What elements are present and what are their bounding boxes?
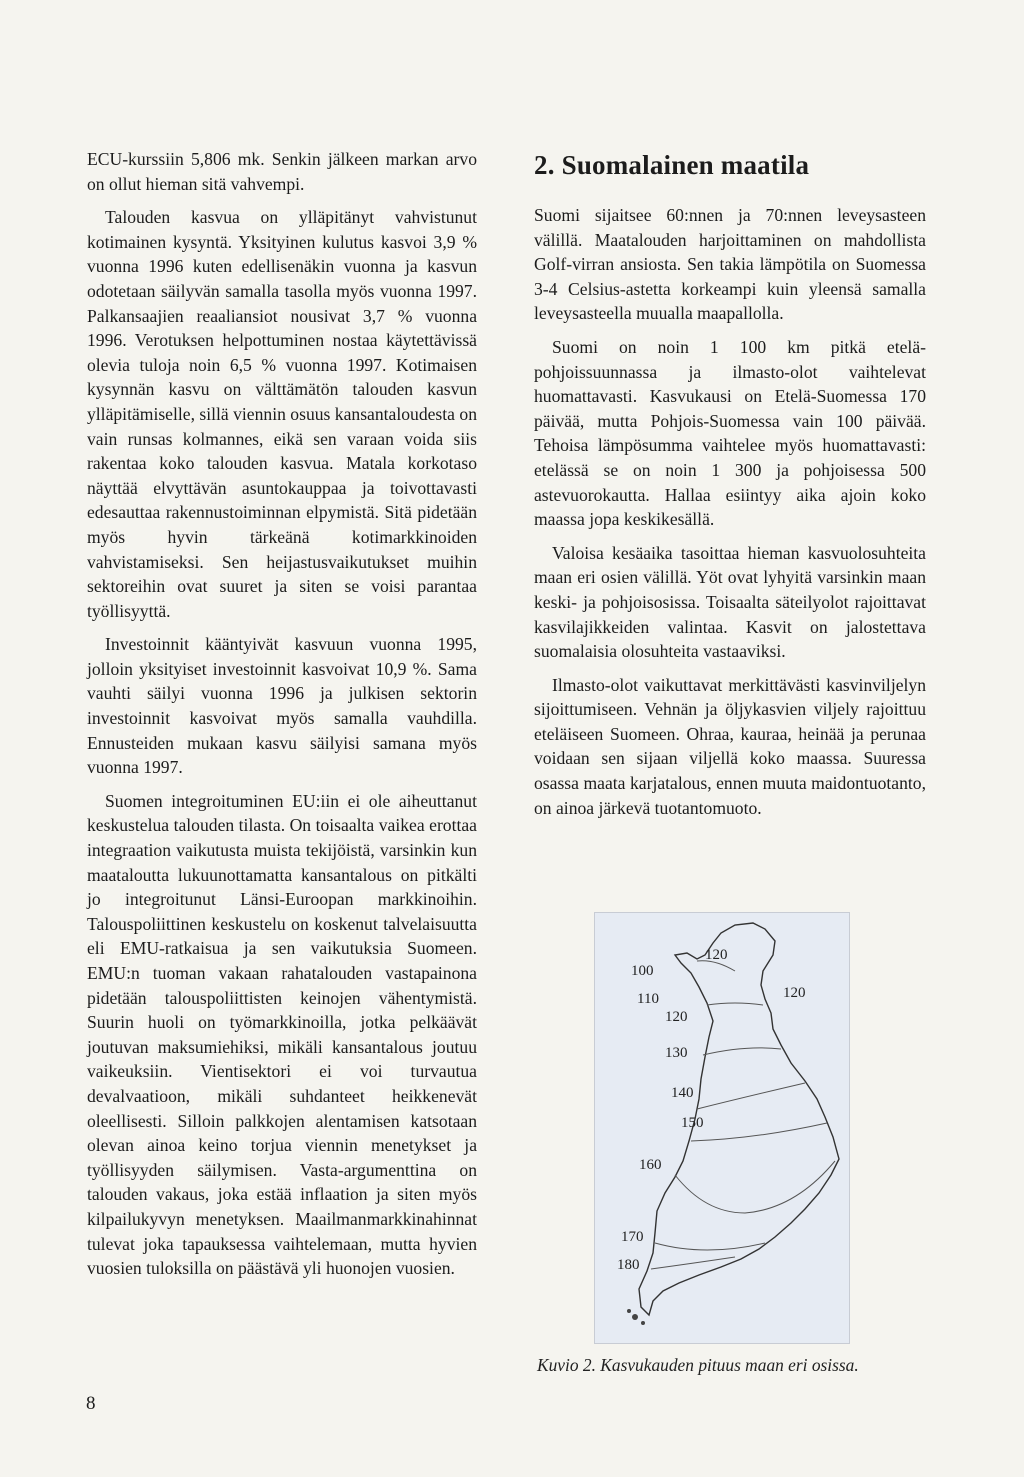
paragraph: Suomi on noin 1 100 km pitkä etelä-pohjoissuunnassa ja ilmasto-olot vaihtelevat huomattavasti. Kasvukausi on Etelä-Suomessa 170 päivää, mutta Pohjois-Suomessa vain 100 päivää. Tehoisa lämpösumma vaihtelee myös huomattavasti: etelässä se on noin 1 300 ja pohjoisessa 500 astevuorokautta. Hallaa esiintyy aika ajoin koko maassa jopa keskikesällä. [534,336,926,530]
isoline-label: 120 [665,1009,688,1025]
isoline [651,1257,735,1269]
figure-caption: Kuvio 2. Kasvukauden pituus maan eri osissa. [537,1355,859,1375]
isoline-label: 160 [639,1157,662,1173]
isoline-label: 120 [783,985,806,1001]
isoline-label: 110 [637,991,659,1007]
isoline [707,1003,763,1005]
isoline [697,1083,805,1109]
isoline-label: 120 [705,947,728,963]
isoline [703,1048,781,1055]
isoline-label: 140 [671,1085,694,1101]
paragraph: Talouden kasvua on ylläpitänyt vahvistunut kotimainen kysyntä. Yksityinen kulutus kasvoi 3,9 % vuonna 1996 kuten edellisenäkin vuonna ja kasvun odotetaan säilyvän samalla tasolla myös vuonna 1997. Palkansaajien reaaliansiot nousivat 3,7 % vuonna 1996. Verotuksen helpottuminen nostaa käytettävissä olevia tuloja noin 6,5 % vuonna 1997. Kotimaisen kysynnän kasvu on välttämätön talouden kasvun ylläpitämiselle, sillä viennin osuus kansantaloudesta on vain runsas kolmannes, eikä sen varaan voida siis rakentaa koko talouden kasvua. Matala korkotaso näyttää elvyttävän asuntokauppaa ja toivottavasti edesauttaa rakennustoiminnan elpymistä. Sitä pidetään myös hyvin tärkeänä kotimarkkinoiden vahvistamiseksi. Sen heijastusvaikutukset muihin sektoreihin ovat suuret ja siten se voisi parantaa työllisyyttä. [87,207,477,621]
finland-outline [639,923,839,1315]
island [632,1314,638,1320]
isoline-label: 130 [665,1045,688,1061]
paragraph: Valoisa kesäaika tasoittaa hieman kasvuolosuhteita maan eri osien välillä. Yöt ovat lyhyitä varsinkin maan keski- ja pohjoisosissa. Toisaalta säteilyolot rajoittavat kasvilajikkeiden valintaa. Kasvit on jalostettava suomalaisia olosuhteita vastaaviksi. [534,542,926,662]
paragraph: Suomen integroituminen EU:iin ei ole aiheuttanut keskustelua talouden tilasta. On toisaalta vaikea erottaa integraation vaikutusta muista tekijöistä, varsinkin kun maataloutta lukuunottamatta kansantalous on pitkälti jo integroitunut Länsi-Euroopan markkinoihin. Talouspoliittinen keskustelu on koskenut talvelaisuutta eli EMU-ratkaisua ja sen vaikutuksia Suomeen. EMU:n tuoman vakaan rahatalouden vastapainona pidetään talouspoliittisten keinojen vähentymistä. Suurin huoli on työmarkkinoilla, jotka pelkäävät joutuvan maksumiehiksi, mikäli kansantalous joutuu vaikeuksiin. Vientisektori ei voi turvautua devalvaatioon, mikäli suhdanteet heikkenevät oleellisesti. Silloin palkkojen alentamisen katsotaan olevan ainoa keino torjua viennin menetykset ja työllisyyden säilymisen. Vasta-argumenttina on talouden vakaus, joka estää inflaation ja siten myös kilpailukyvyn menetyksen. Maailmanmarkkinahinnat tulevat joka tapauksessa vaihtelemaan, mutta hyvien vuosien tuloksilla on päästävä yli huonojen vuosien. [87,790,477,1279]
right-text-column [534,203,926,829]
paragraph: Suomi sijaitsee 60:nnen ja 70:nnen leveysasteen välillä. Maatalouden harjoittaminen on mahdollista Golf-virran ansiosta. Sen takia lämpötila on Suomessa 3-4 Celsius-astetta korkeampi kuin yleensä samalla leveysasteella muualla maapallolla. [534,205,926,324]
left-text-column [87,147,477,1290]
island [641,1321,645,1325]
isoline [675,1161,835,1213]
isoline-label: 150 [681,1115,704,1131]
paragraph: ECU-kurssiin 5,806 mk. Senkin jälkeen markan arvo on ollut hieman sitä vahvempi. [87,149,477,194]
section-heading: 2. Suomalainen maatila [534,150,810,180]
isoline [655,1243,765,1250]
paragraph: Investoinnit kääntyivät kasvuun vuonna 1995, jolloin yksityiset investoinnit kasvoivat 10,9 %. Sama vauhti säilyi vuonna 1996 ja julkisen sektorin investoinnit kasvoivat myös samalla vauhdilla. Ennusteiden mukaan kasvu säilyisi samana myös vuonna 1997. [87,634,477,778]
isoline [691,1123,827,1141]
isoline-label: 180 [617,1257,640,1273]
paragraph: Ilmasto-olot vaikuttavat merkittävästi kasvinviljelyn sijoittumiseen. Vehnän ja öljykasvien viljely rajoittuu eteläiseen Suomeen. Ohraa, kauraa, heinää ja perunaa voidaan sen sijaan viljellä koko maassa. Suuressa osassa maata karjatalous, ennen muuta maidontuotanto, on ainoa järkevä tuotantomuoto. [534,674,926,818]
isoline-label: 100 [631,963,654,979]
finland-growing-season-map [594,912,850,1344]
isoline-label: 170 [621,1229,644,1245]
page-number: 8 [86,1393,96,1414]
island [627,1309,631,1313]
